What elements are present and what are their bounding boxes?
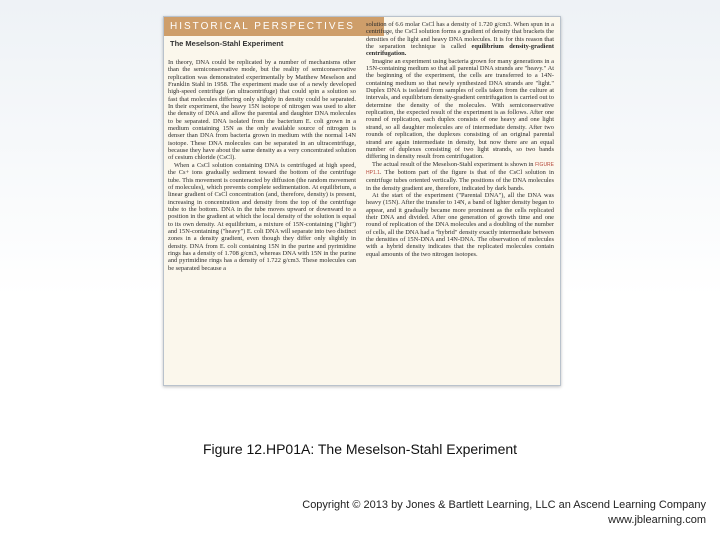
publisher-url: www.jblearning.com <box>608 514 706 526</box>
paragraph-text: solution of 6.6 molar CsCl has a density of 1.720 g/cm3. When spun in a centrifuge, the CsCl solution forms a gradient of density that brackets the densities of the light and heavy DNA molecules. It is for this reason that the separation technique is called <box>366 21 554 51</box>
paragraph: At the start of the experiment ("Parental DNA"), all the DNA was heavy (15N). After the transfer to 14N, a band of lighter density began to appear, and it gradually became more prominent as the cells replicated their DNA and divided. After one generation of growth time and one round of replication of the DNA molecules and a doubling of the number of cells, all the DNA had a "hybrid" density exactly intermediate between the densities of 15N-DNA and 14N-DNA. The observation of molecules with a hybrid density indicates that the replicated molecules contain equal amounts of the two nitrogen isotopes. <box>366 191 554 258</box>
copyright-notice <box>302 498 706 528</box>
section-banner: HISTORICAL PERSPECTIVES <box>164 17 384 36</box>
textbook-page-image <box>163 16 561 386</box>
paragraph-text: . The bottom part of the figure is that of the CsCl solution in centrifuge tubes oriented vertically. The positions of the DNA molecules in the density gradient are, therefore, indicated by dark bands. <box>366 168 554 192</box>
box-title: The Meselson-Stahl Experiment <box>170 39 284 48</box>
paragraph-text: The actual result of the Meselson-Stahl experiment is shown in <box>372 160 534 168</box>
key-term: equilibrium density-gradient centrifugation. <box>366 43 554 58</box>
figure-reference: FIGURE HP1.1 <box>366 161 554 176</box>
paragraph: In theory, DNA could be replicated by a number of mechanisms other than the semiconservative mode, but the reality of semiconservative replication was demonstrated experimentally by Matthew Meselson and Franklin Stahl in 1958. The experiment made use of a newly developed high-speed centrifuge (an ultracentrifuge) that could spin a solution so fast that molecules differing only slightly in density could be separated. In their experiment, the heavy 15N isotope of nitrogen was used to alter the density of DNA and allow the parental and daughter DNA molecules to be separated. DNA isolated from the bacterium E. coli grown in a medium containing 15N as the only available source of nitrogen is denser than DNA from bacteria grown in medium with the normal 14N isotope. These DNA molecules can be separated in an ultracentrifuge, because they have about the same density as a very concentrated solution of cesium chloride (CsCl). <box>168 59 356 162</box>
figure-caption: Figure 12.HP01A: The Meselson-Stahl Experiment <box>202 441 518 457</box>
paragraph: Imagine an experiment using bacteria grown for many generations in a 15N-containing medium so that all parental DNA strands are "heavy." At the beginning of the experiment, the cells are transferred to a 14N-containing medium so that newly synthesized DNA strands are "light." Duplex DNA is isolated from samples of cells taken from the culture at intervals, and equilibrium density-gradient centrifugation is carried out to determine the density of the molecules. With semiconservative replication, the expected result of the experiment is as follows. After one round of replication, each duplex consists of one heavy and one light strand, so all daughter molecules are of intermediate density. After two rounds of replication, the duplexes consisting of an original parental strand are again intermediate in density, but now there are an equal number of duplexes consisting of two light strands, so two bands differing in density result from centrifugation. <box>366 57 554 161</box>
paragraph: When a CsCl solution containing DNA is centrifuged at high speed, the Cs+ ions gradually sediment toward the bottom of the centrifuge tube. This movement is counteracted by diffusion (the random movement of molecules), which prevents complete sedimentation. At equilibrium, a linear gradient of CsCl concentration (and, therefore, density) is present, increasing in concentration and density from the top of the centrifuge tube to the bottom. DNA in the tube moves upward or downward to a position in the gradient at which the local density of the solution is equal to its own density. At equilibrium, a mixture of 15N-containing ("light") and 15N-containing ("heavy") E. coli DNA will separate into two distinct zones in a density gradient, even though they differ only slightly in density. DNA from E. coli containing 15N in the purine and pyrimidine rings has a density of 1.708 g/cm3, whereas DNA with 15N in the purine and pyrimidine rings has a density of 1.722 g/cm3. These molecules can be separated because a <box>168 161 356 272</box>
paragraph <box>366 21 554 58</box>
left-text-column <box>168 59 356 272</box>
copyright-line: Copyright © 2013 by Jones & Bartlett Learning, LLC an Ascend Learning Company <box>302 499 706 511</box>
right-text-column <box>366 21 554 258</box>
paragraph <box>366 161 554 192</box>
